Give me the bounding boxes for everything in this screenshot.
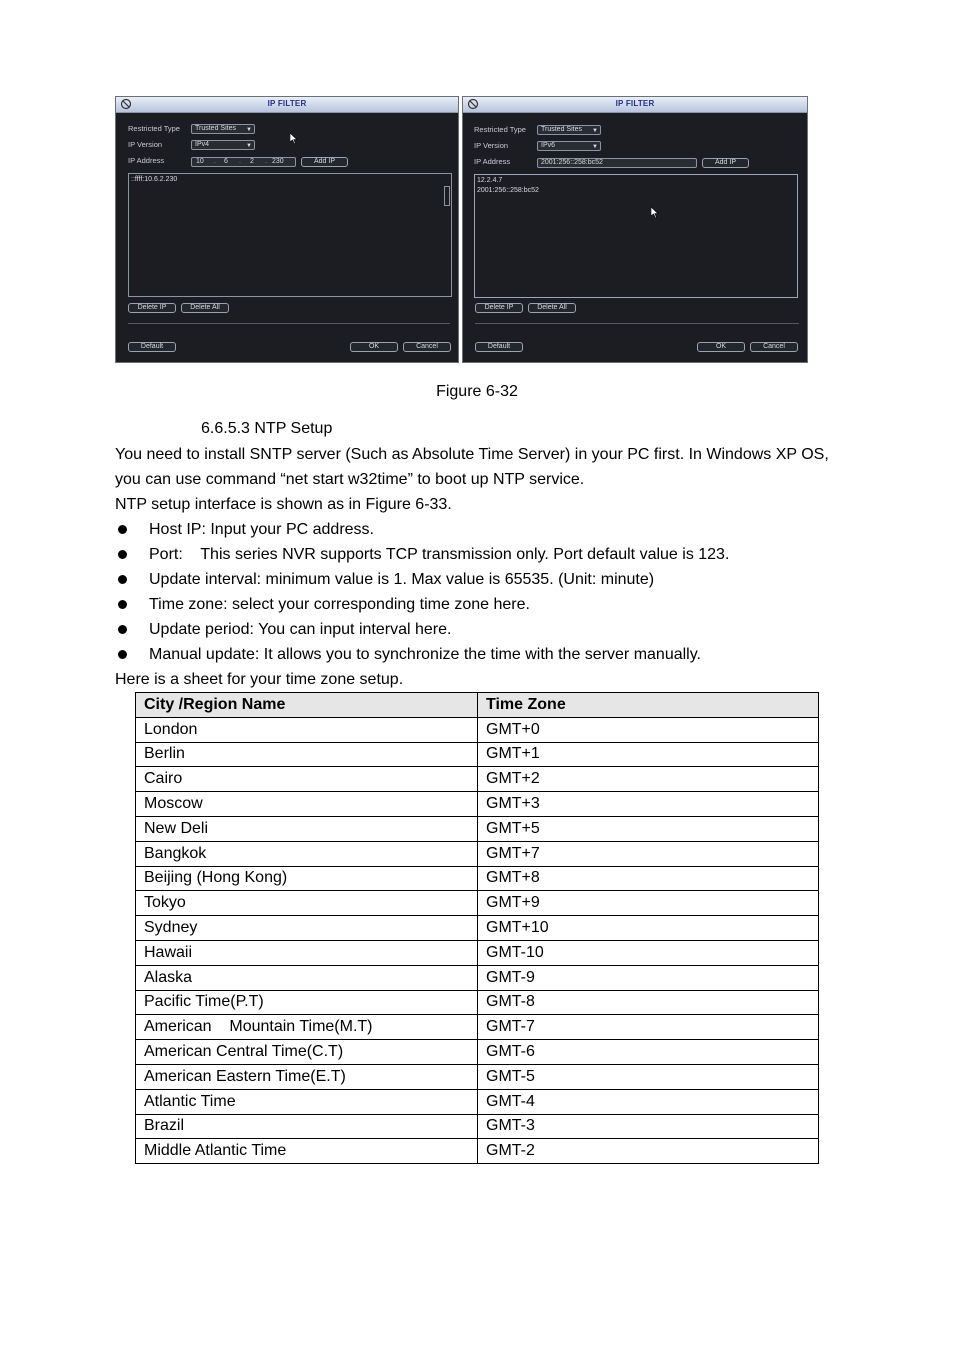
add-ip-button[interactable]: Add IP: [301, 157, 348, 167]
city-cell: Hawaii: [136, 940, 478, 965]
bullet-text: Update interval: minimum value is 1. Max value is 65535. (Unit: minute): [149, 571, 655, 588]
timezone-cell: GMT-4: [478, 1089, 819, 1114]
restricted-type-label: Restricted Type: [474, 125, 526, 134]
dialog-titlebar: [463, 97, 807, 113]
dropdown-arrow-icon: ▼: [246, 143, 252, 149]
table-row: [136, 866, 819, 891]
bullet-icon: [118, 600, 127, 609]
table-header-row: [136, 693, 819, 718]
default-button[interactable]: Default: [475, 342, 523, 352]
delete-all-button[interactable]: Delete All: [528, 303, 576, 313]
table-row: [136, 717, 819, 742]
ntp-options-list: [115, 517, 729, 667]
ip-octet-3[interactable]: 2: [250, 158, 254, 165]
table-row: [136, 891, 819, 916]
restricted-type-select[interactable]: [537, 125, 601, 135]
timezone-cell: GMT+10: [478, 916, 819, 941]
divider: [128, 323, 450, 324]
timezone-cell: GMT-2: [478, 1139, 819, 1164]
city-cell: Middle Atlantic Time: [136, 1139, 478, 1164]
timezone-cell: GMT+2: [478, 767, 819, 792]
city-cell: Berlin: [136, 742, 478, 767]
timezone-cell: GMT+3: [478, 792, 819, 817]
list-item: [115, 592, 729, 617]
dialog-titlebar: [116, 97, 458, 113]
ok-button[interactable]: OK: [697, 342, 745, 352]
restricted-type-label: Restricted Type: [128, 124, 180, 133]
list-item: [115, 617, 729, 642]
ip-list-item[interactable]: ::ffff:10.6.2.230: [131, 176, 178, 183]
table-row: [136, 916, 819, 941]
delete-ip-button[interactable]: Delete IP: [475, 303, 523, 313]
table-row: [136, 1089, 819, 1114]
bullet-icon: [118, 625, 127, 634]
ip-list-item[interactable]: 12.2.4.7: [477, 177, 503, 184]
figure-caption: Figure 6-32: [436, 383, 518, 400]
ip-address-input[interactable]: 2001:256::258:bc52: [537, 158, 697, 168]
list-scrollbar[interactable]: [444, 186, 450, 206]
add-ip-button[interactable]: Add IP: [702, 158, 749, 168]
timezone-cell: GMT-9: [478, 965, 819, 990]
timezone-cell: GMT-3: [478, 1114, 819, 1139]
ip-version-select[interactable]: [191, 140, 255, 150]
city-cell: Bangkok: [136, 841, 478, 866]
bullet-text: Update period: You can input interval here.: [149, 621, 452, 638]
ip-filter-dialog-ipv4: [115, 96, 459, 363]
ip-version-value: IPv4: [195, 141, 210, 148]
section-heading: 6.6.5.3 NTP Setup: [201, 420, 333, 437]
ip-list[interactable]: [128, 173, 452, 297]
ip-version-label: IP Version: [474, 141, 509, 150]
cancel-button[interactable]: Cancel: [750, 342, 798, 352]
timezone-cell: GMT-5: [478, 1064, 819, 1089]
city-cell: Atlantic Time: [136, 1089, 478, 1114]
list-item: [115, 517, 729, 542]
cancel-button[interactable]: Cancel: [403, 342, 451, 352]
ip-version-value: IPv6: [541, 142, 556, 149]
ip-version-select[interactable]: [537, 141, 601, 151]
restricted-type-value: Trusted Sites: [541, 126, 582, 133]
table-row: [136, 1015, 819, 1040]
dropdown-arrow-icon: ▼: [592, 144, 598, 150]
table-row: [136, 767, 819, 792]
ip-filter-figure: [115, 96, 808, 364]
ip-version-label: IP Version: [128, 140, 163, 149]
dialog-title: IP FILTER: [267, 99, 307, 108]
timezone-cell: GMT+9: [478, 891, 819, 916]
ip-list-item[interactable]: 2001:256::258:bc52: [477, 187, 539, 194]
delete-all-button[interactable]: Delete All: [181, 303, 229, 313]
city-cell: Brazil: [136, 1114, 478, 1139]
table-intro: Here is a sheet for your time zone setup.: [115, 671, 404, 688]
timezone-cell: GMT-10: [478, 940, 819, 965]
city-cell: Cairo: [136, 767, 478, 792]
restricted-type-value: Trusted Sites: [195, 125, 236, 132]
table-row: [136, 940, 819, 965]
timezone-cell: GMT+5: [478, 816, 819, 841]
city-cell: American Mountain Time(M.T): [136, 1015, 478, 1040]
divider: [475, 323, 799, 324]
city-cell: Moscow: [136, 792, 478, 817]
bullet-icon: [118, 575, 127, 584]
bullet-text: Manual update: It allows you to synchronize the time with the server manually.: [149, 646, 701, 663]
default-button[interactable]: Default: [128, 342, 176, 352]
timezone-cell: GMT+7: [478, 841, 819, 866]
city-cell: American Central Time(C.T): [136, 1040, 478, 1065]
setup-paragraph: NTP setup interface is shown as in Figure 6-33.: [115, 496, 452, 513]
timezone-cell: GMT+1: [478, 742, 819, 767]
timezone-table: [135, 692, 819, 1164]
mouse-cursor-icon: [651, 207, 659, 218]
bullet-text: Host IP: Input your PC address.: [149, 521, 374, 538]
timezone-cell: GMT-7: [478, 1015, 819, 1040]
timezone-cell: GMT-8: [478, 990, 819, 1015]
timezone-cell: GMT+8: [478, 866, 819, 891]
city-cell: American Eastern Time(E.T): [136, 1064, 478, 1089]
table-row: [136, 1040, 819, 1065]
table-row: [136, 1064, 819, 1089]
ip-address-label: IP Address: [474, 157, 511, 166]
ip-octet-2[interactable]: 6: [224, 158, 228, 165]
dropdown-arrow-icon: ▼: [246, 127, 252, 133]
bullet-text: Port: This series NVR supports TCP transmission only. Port default value is 123.: [149, 546, 730, 563]
ip-octet-1[interactable]: 10: [196, 158, 204, 165]
table-row: [136, 990, 819, 1015]
column-header-city: City /Region Name: [136, 693, 478, 718]
list-item: [115, 567, 729, 592]
list-item: [115, 542, 729, 567]
bullet-text: Time zone: select your corresponding time zone here.: [149, 596, 530, 613]
mouse-cursor-icon: [290, 133, 298, 144]
table-row: [136, 792, 819, 817]
table-row: [136, 1114, 819, 1139]
intro-paragraph: You need to install SNTP server (Such as Absolute Time Server) in your PC first. In Windows XP OS, you can use command “net start w32time” to boot up NTP service.: [115, 446, 829, 488]
table-row: [136, 965, 819, 990]
table-row: [136, 841, 819, 866]
column-header-timezone: Time Zone: [478, 693, 819, 718]
city-cell: London: [136, 717, 478, 742]
city-cell: Pacific Time(P.T): [136, 990, 478, 1015]
timezone-cell: GMT-6: [478, 1040, 819, 1065]
table-row: [136, 816, 819, 841]
dialog-title: IP FILTER: [615, 99, 655, 108]
timezone-cell: GMT+0: [478, 717, 819, 742]
dropdown-arrow-icon: ▼: [592, 128, 598, 134]
bullet-icon: [118, 650, 127, 659]
delete-ip-button[interactable]: Delete IP: [128, 303, 176, 313]
ip-list[interactable]: [474, 174, 798, 298]
restricted-type-select[interactable]: [191, 124, 255, 134]
city-cell: Tokyo: [136, 891, 478, 916]
bullet-icon: [118, 550, 127, 559]
city-cell: Alaska: [136, 965, 478, 990]
ip-octet-4[interactable]: 230: [272, 158, 284, 165]
ip-address-label: IP Address: [128, 156, 165, 165]
city-cell: New Deli: [136, 816, 478, 841]
list-item: [115, 642, 729, 667]
city-cell: Sydney: [136, 916, 478, 941]
table-row: [136, 742, 819, 767]
ip-filter-dialog-ipv6: [462, 96, 808, 363]
ok-button[interactable]: OK: [350, 342, 398, 352]
table-row: [136, 1139, 819, 1164]
city-cell: Beijing (Hong Kong): [136, 866, 478, 891]
ip-address-input[interactable]: 10 . 6 . 2 . 230: [191, 157, 296, 167]
bullet-icon: [118, 525, 127, 534]
timezone-table-body: [136, 717, 819, 1163]
